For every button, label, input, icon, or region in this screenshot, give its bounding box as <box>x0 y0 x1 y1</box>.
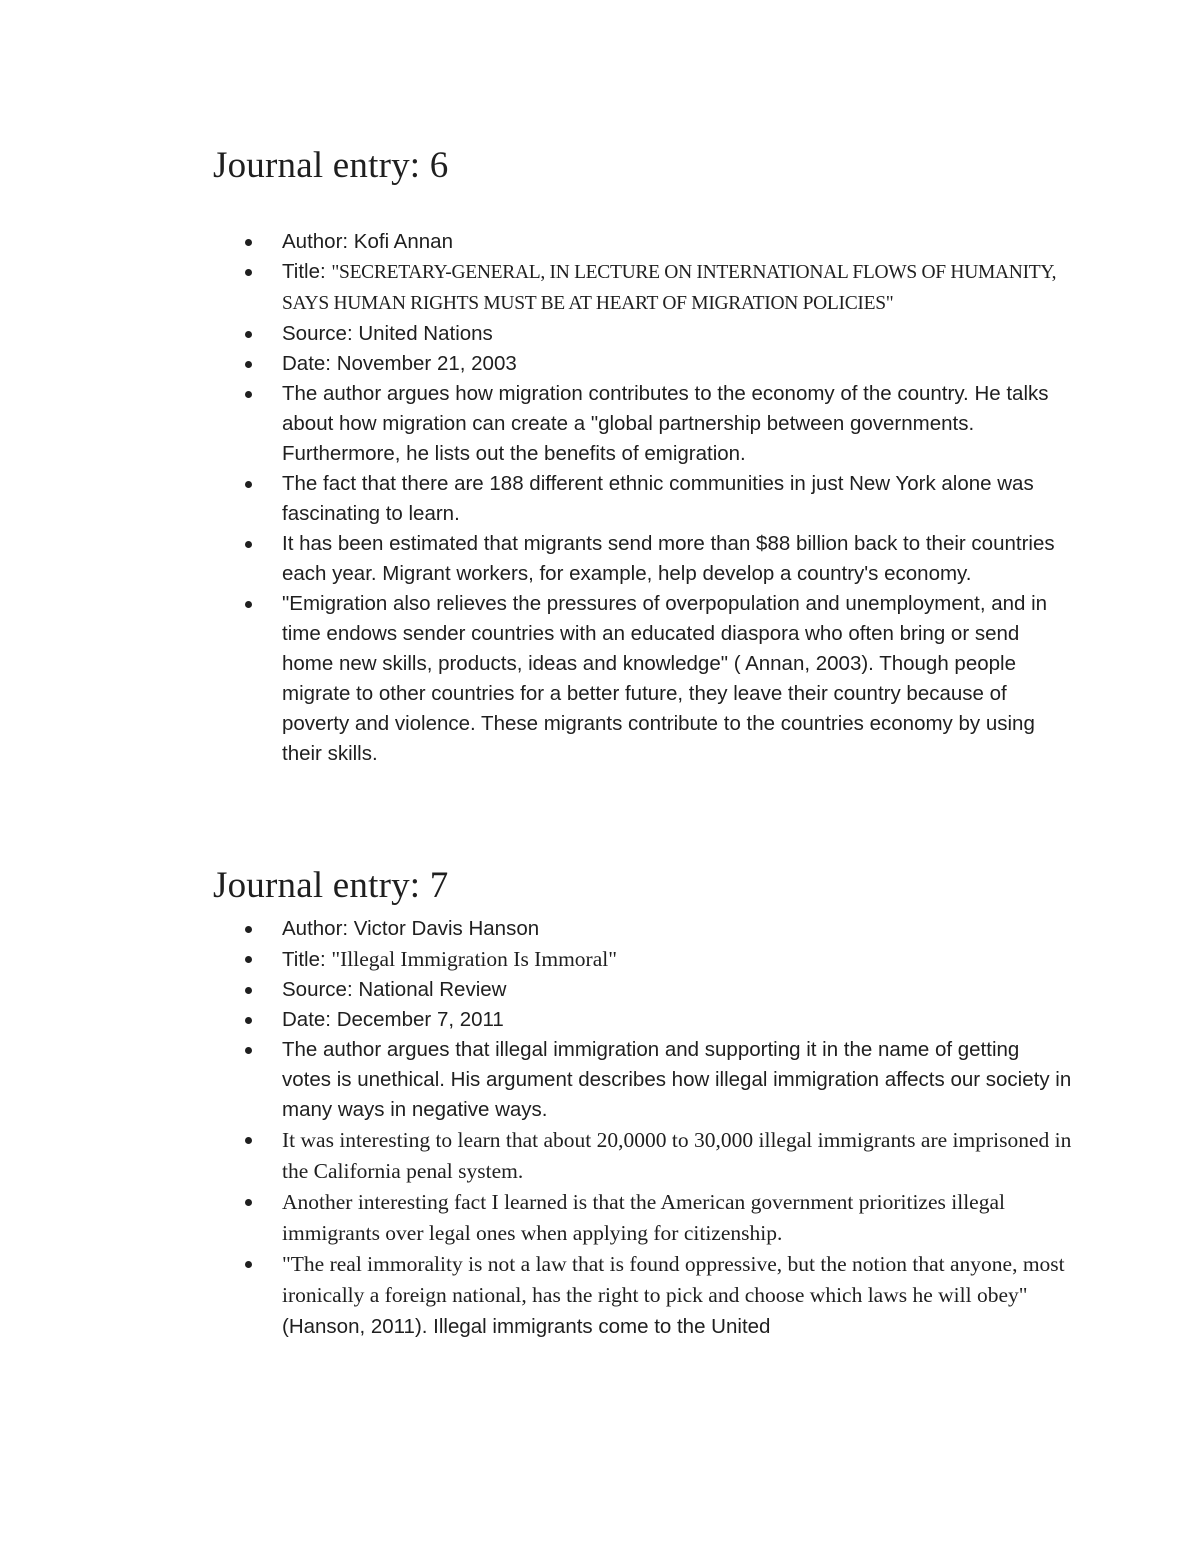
list-item-source: Source: National Review <box>282 975 1073 1005</box>
bullet-icon <box>245 239 252 246</box>
bullet-icon <box>245 1137 252 1144</box>
list-item: "The real immorality is not a law that is found oppressive, but the notion that anyone, most ironically a foreign national, has the right to pick and choose which laws he will obey" (Hanson, 2011). Illegal immigrants come to the United <box>282 1249 1073 1342</box>
bullet-icon <box>245 1017 252 1024</box>
list-item-source: Source: United Nations <box>282 319 1073 349</box>
list-item-author: Author: Kofi Annan <box>282 227 1073 257</box>
list-item: The author argues that illegal immigration and supporting it in the name of getting votes is unethical. His argument describes how illegal immigration affects our society in many ways in negative ways. <box>282 1035 1073 1125</box>
bullet-icon <box>245 541 252 548</box>
list-item-date: Date: November 21, 2003 <box>282 349 1073 379</box>
list-item: Another interesting fact I learned is that the American government prioritizes illegal immigrants over legal ones when applying for citizenship. <box>282 1187 1073 1249</box>
list-item: It was interesting to learn that about 20,0000 to 30,000 illegal immigrants are imprisoned in the California penal system. <box>282 1125 1073 1187</box>
journal-entry-6-list <box>213 227 1073 769</box>
bullet-icon <box>245 269 252 276</box>
bullet-icon <box>245 1047 252 1054</box>
bullet-icon <box>245 331 252 338</box>
bullet-icon <box>245 1199 252 1206</box>
bullet-icon <box>245 987 252 994</box>
list-item-title: Title: "Illegal Immigration Is Immoral" <box>282 944 1073 975</box>
list-item-author: Author: Victor Davis Hanson <box>282 914 1073 944</box>
bullet-icon <box>245 361 252 368</box>
list-item: The fact that there are 188 different ethnic communities in just New York alone was fascinating to learn. <box>282 469 1073 529</box>
journal-entry-7-heading: Journal entry: 7 <box>213 865 449 906</box>
bullet-icon <box>245 391 252 398</box>
list-item: It has been estimated that migrants send more than $88 billion back to their countries each year. Migrant workers, for example, help develop a country's economy. <box>282 529 1073 589</box>
bullet-icon <box>245 601 252 608</box>
bullet-icon <box>245 926 252 933</box>
bullet-icon <box>245 956 252 963</box>
bullet-icon <box>245 481 252 488</box>
document-page <box>213 140 1073 1342</box>
list-item-date: Date: December 7, 2011 <box>282 1005 1073 1035</box>
journal-entry-6-heading: Journal entry: 6 <box>213 145 449 186</box>
bullet-icon <box>245 1261 252 1268</box>
journal-entry-7-list <box>213 914 1073 1342</box>
list-item: The author argues how migration contributes to the economy of the country. He talks about how migration can create a "global partnership between governments. Furthermore, he lists out the benefits of emigration. <box>282 379 1073 469</box>
list-item-title: Title: "SECRETARY-GENERAL, IN LECTURE ON INTERNATIONAL FLOWS OF HUMANITY, SAYS HUMAN RIGHTS MUST BE AT HEART OF MIGRATION POLICIES" <box>282 257 1073 319</box>
list-item: "Emigration also relieves the pressures of overpopulation and unemployment, and in time endows sender countries with an educated diaspora who often bring or send home new skills, products, ideas and knowledge" ( Annan, 2003). Though people migrate to other countries for a better future, they leave their country because of poverty and violence. These migrants contribute to the countries economy by using their skills. <box>282 589 1073 769</box>
